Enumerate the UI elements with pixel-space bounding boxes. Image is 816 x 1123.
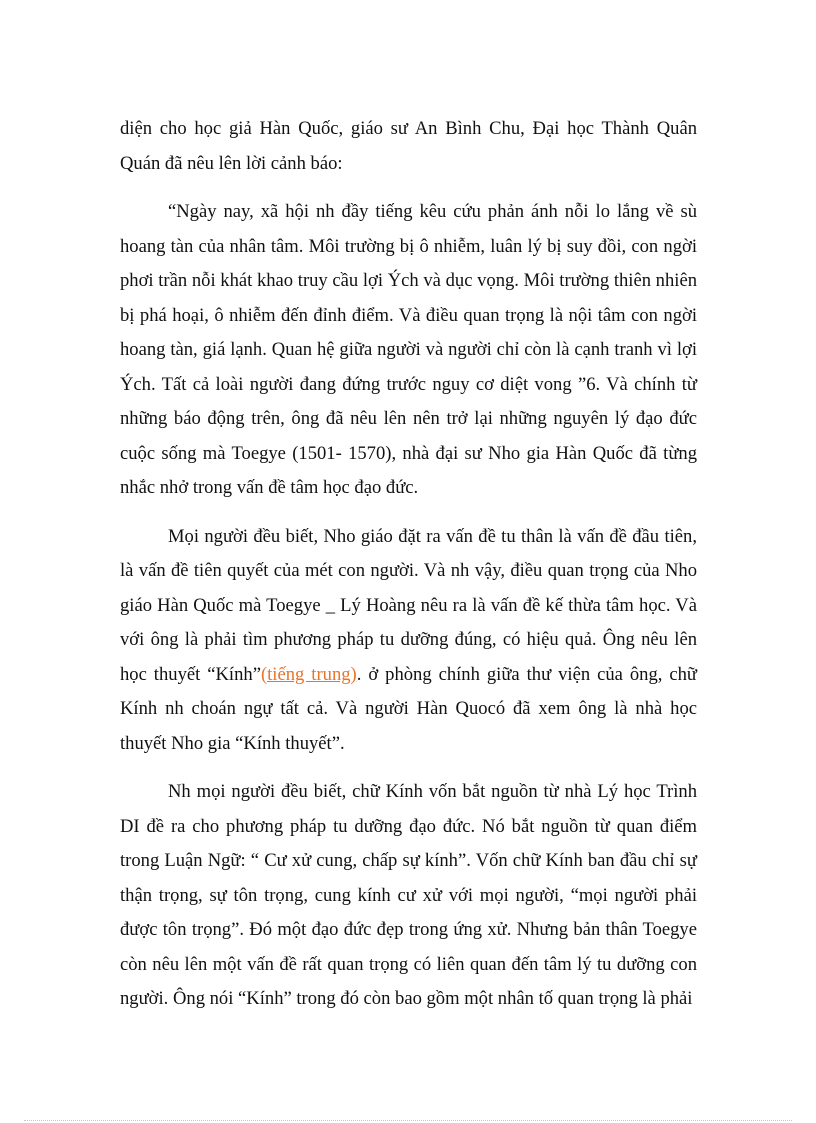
page-bottom-divider — [24, 1120, 792, 1121]
chinese-text-link[interactable]: (tiếng trung) — [260, 663, 357, 685]
paragraph-2-text: “Ngày nay, xã hội nh đầy tiếng kêu cứu phản ánh nỗi lo lắng về sù hoang tàn của nhân tâm. Môi trường bị ô nhiễm, luân lý bị suy đồi, con ngời phơi trần nỗi khát khao truy cầu lợi Ých và dục vọng. Môi trường thiên nhiên bị phá hoại, ô nhiễm đến đỉnh điểm. Và điều quan trọng là nội tâm con ngời hoang tàn, giá lạnh. Quan hệ giữa người và người chỉ còn là cạnh tranh vì lợi Ých. Tất cả loài người đang đứng trước nguy cơ diệt vong ”6. Và chính từ những báo động trên, ông đã nêu lên nên trở lại những nguyên lý đạo đức cuộc sống mà Toegye (1501- 1570), nhà đại sư Nho gia Hàn Quốc đã từng nhắc nhở trong vấn đề tâm học đạo đức. — [120, 201, 697, 498]
paragraph-2 — [120, 195, 697, 506]
paragraph-3 — [120, 520, 697, 762]
body-text — [120, 112, 697, 1017]
paragraph-3-text-end: . ở phòng chính giữa thư viện của ông, chữ Kính nh choán ngự tất cả. Và người Hàn Quocó đã xem ông là nhà học thuyết Nho gia “Kính thuyết”. — [120, 663, 697, 754]
paragraph-4-text: Nh mọi người đều biết, chữ Kính vốn bắt nguồn từ nhà Lý học Trình DI đề ra cho phương pháp tu dưỡng đạo đức. Nó bắt nguồn từ quan điểm trong Luận Ngữ: “ Cư xử cung, chấp sự kính”. Vốn chữ Kính ban đầu chỉ sự thận trọng, sự tôn trọng, cung kính cư xử với mọi người, “mọi người phải được tôn trọng”. Đó một đạo đức đẹp trong ứng xử. Nhưng bản thân Toegye còn nêu lên một vấn đề rất quan trọng có liên quan đến tâm lý tu dưỡng con người. Ông nói “Kính” trong đó còn bao gồm một nhân tố quan trọng là phải — [120, 781, 697, 1009]
paragraph-3-text-start: Mọi người đều biết, Nho giáo đặt ra vấn đề tu thân là vấn đề đầu tiên, là vấn đề tiên quyết của mét con người. Và nh vậy, điều quan trọng của Nho giáo Hàn Quốc mà Toegye _ Lý Hoàng nêu ra là vấn đề kế thừa tâm học. Và với ông là phải tìm phương pháp tu dưỡng đúng, có hiệu quả. Ông nêu lên học thuyết “Kính” — [120, 525, 697, 685]
paragraph-1 — [120, 112, 697, 181]
paragraph-4 — [120, 775, 697, 1017]
paragraph-1-text: diện cho học giả Hàn Quốc, giáo sư An Bình Chu, Đại học Thành Quân Quán đã nêu lên lời cảnh báo: — [120, 118, 697, 174]
